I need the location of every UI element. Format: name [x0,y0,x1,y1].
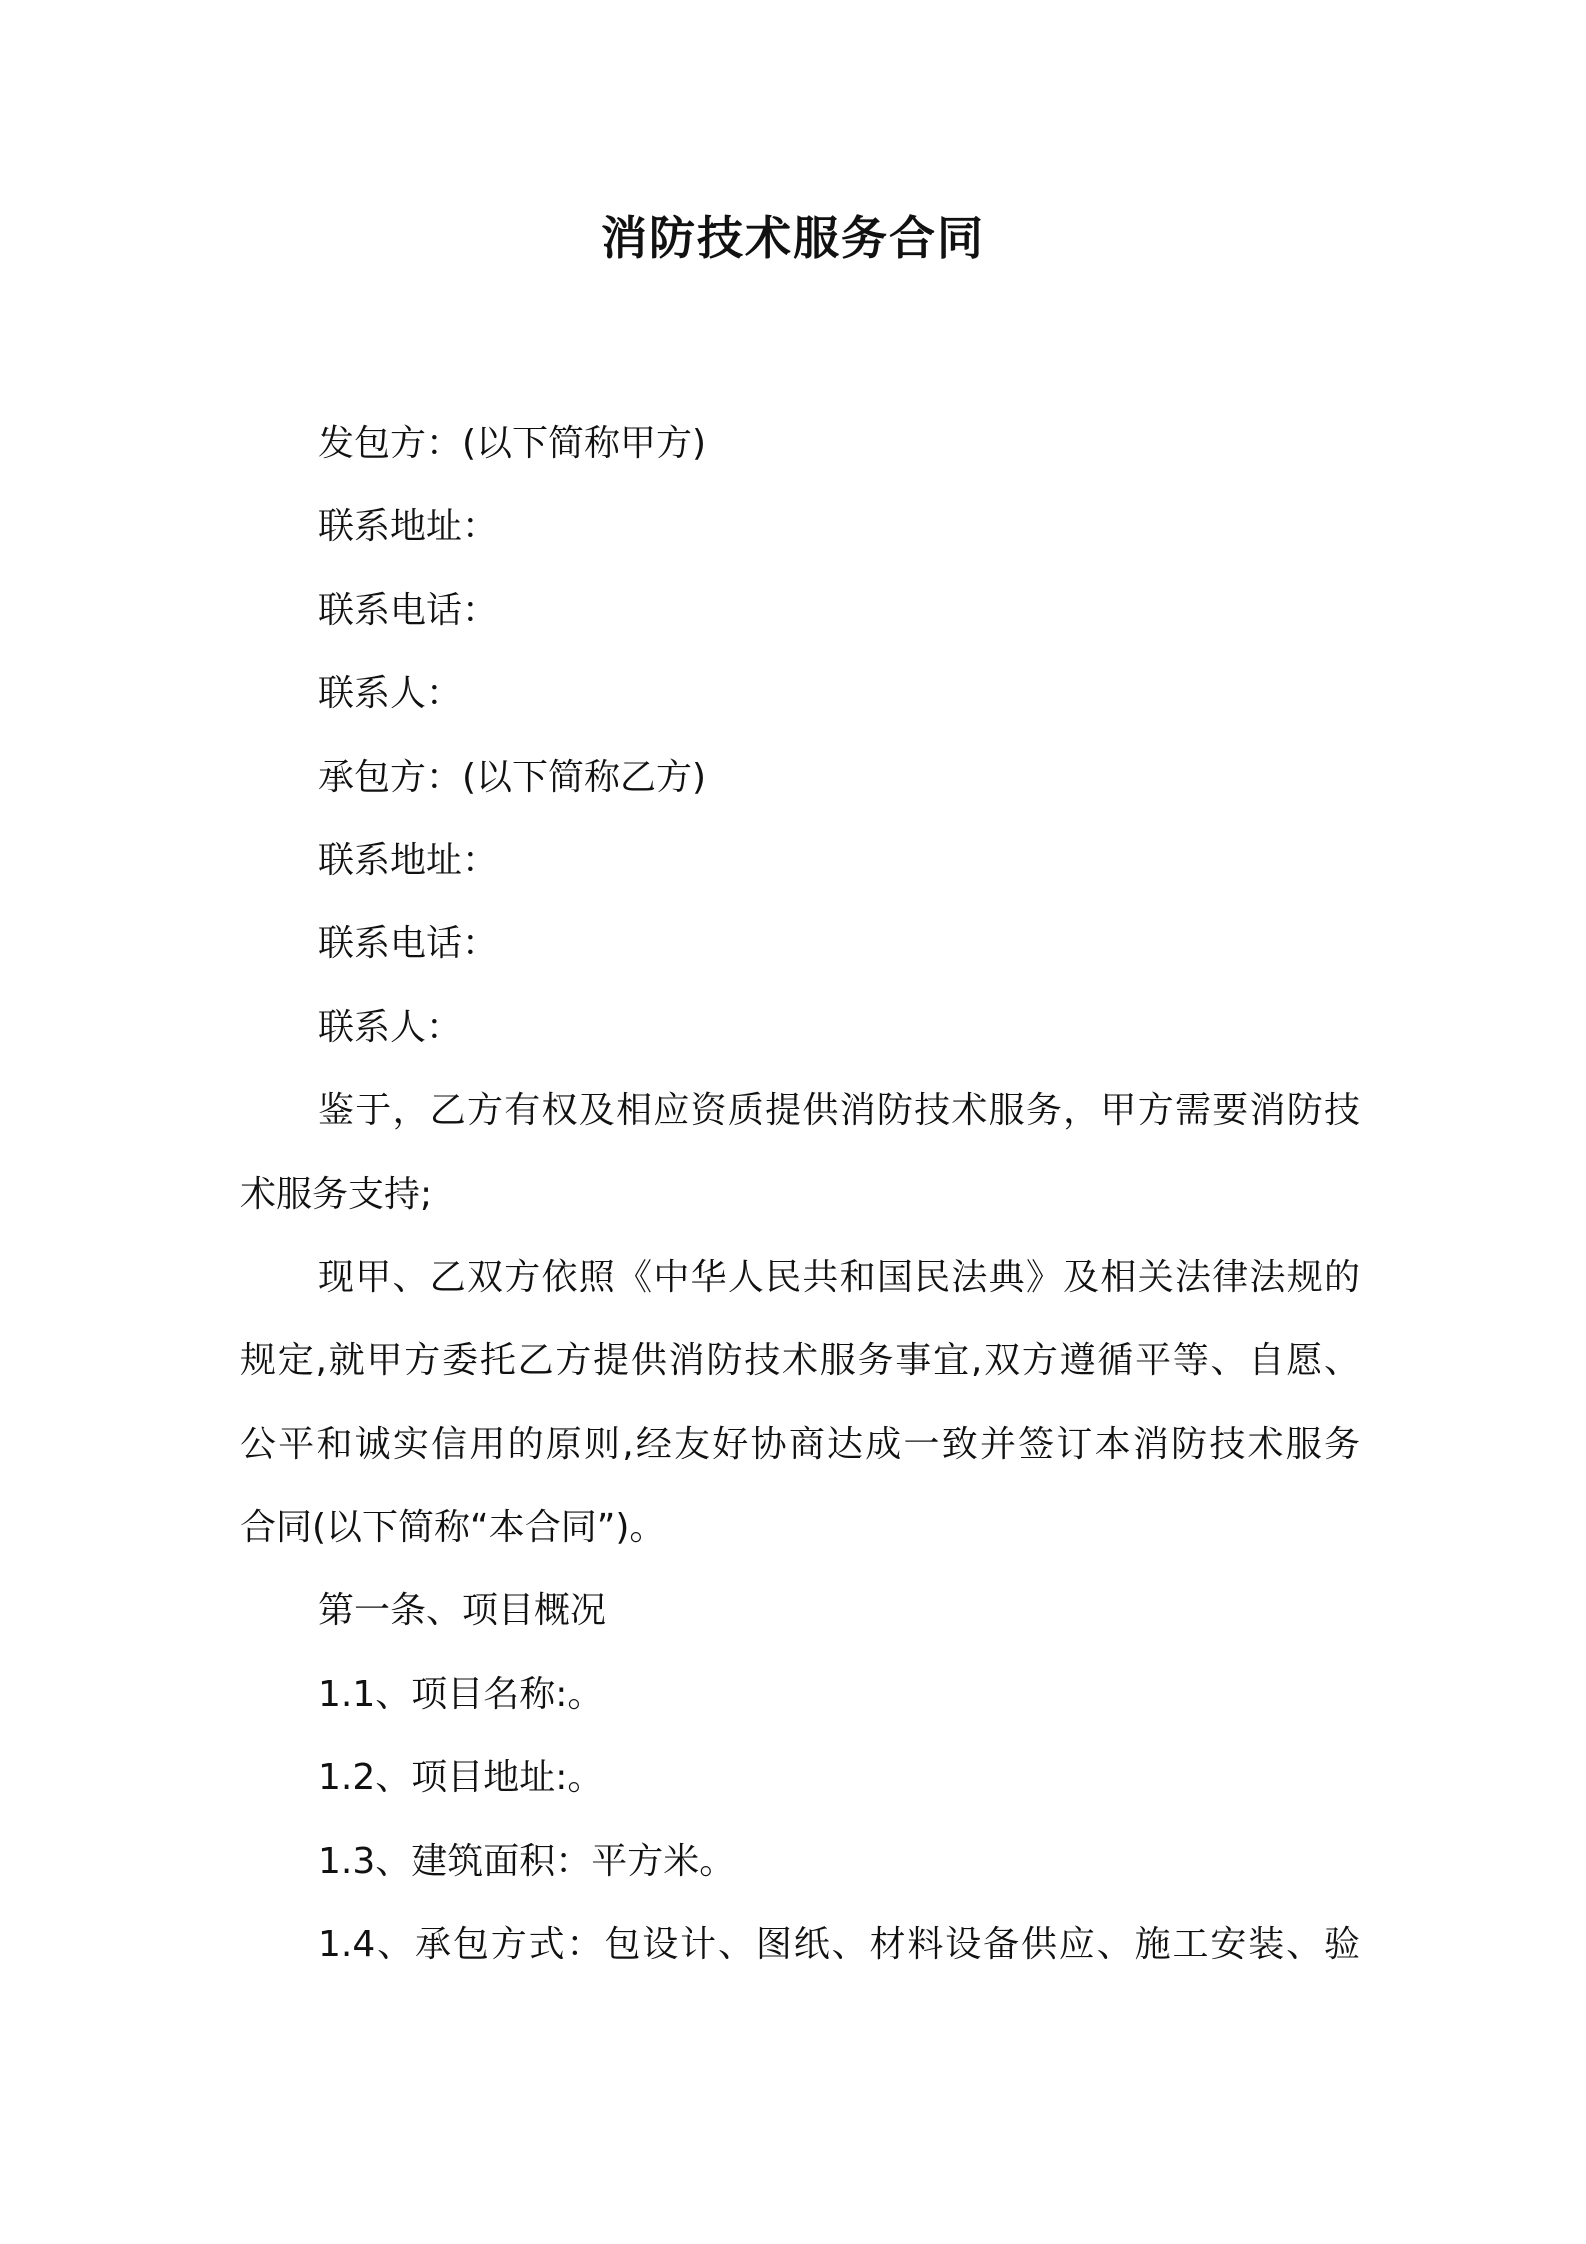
party-b-phone: 联系电话： [318,923,499,965]
article-1-item-1: 1.1、项目名称:。 [318,1673,604,1715]
recital-1-line-1: 鉴于，乙方有权及相应资质提供消防技术服务，甲方需要消防技 [318,1090,1360,1132]
article-1-item-3: 1.3、建筑面积：平方米。 [318,1840,736,1882]
party-a-address: 联系地址： [318,506,499,548]
party-b-contact: 联系人： [318,1006,463,1048]
recital-1-line-2: 术服务支持; [240,1173,433,1215]
article-1-item-4: 1.4、承包方式：包设计、图纸、材料设备供应、施工安装、验 [318,1924,1360,1966]
article-1-heading: 第一条、项目概况 [318,1590,607,1632]
contract-title: 消防技术服务合同 [601,211,985,265]
party-a-label: 发包方：(以下简称甲方) [318,423,707,464]
recital-2-line-4: 合同(以下简称“本合同”)。 [240,1507,666,1549]
party-b-label: 承包方：(以下简称乙方) [318,756,707,798]
contract-body [240,402,1360,1986]
article-1-item-2: 1.2、项目地址:。 [318,1757,604,1799]
party-a-phone: 联系电话： [318,589,499,631]
party-b-address: 联系地址： [318,839,499,881]
recital-2-line-3: 公平和诚实信用的原则,经友好协商达成一致并签订本消防技术服务 [240,1423,1360,1465]
recital-2-line-2: 规定,就甲方委托乙方提供消防技术服务事宜,双方遵循平等、自愿、 [240,1340,1360,1382]
party-a-contact: 联系人： [318,673,463,715]
recital-2-line-1: 现甲、乙双方依照《中华人民共和国民法典》及相关法律法规的 [318,1256,1360,1298]
